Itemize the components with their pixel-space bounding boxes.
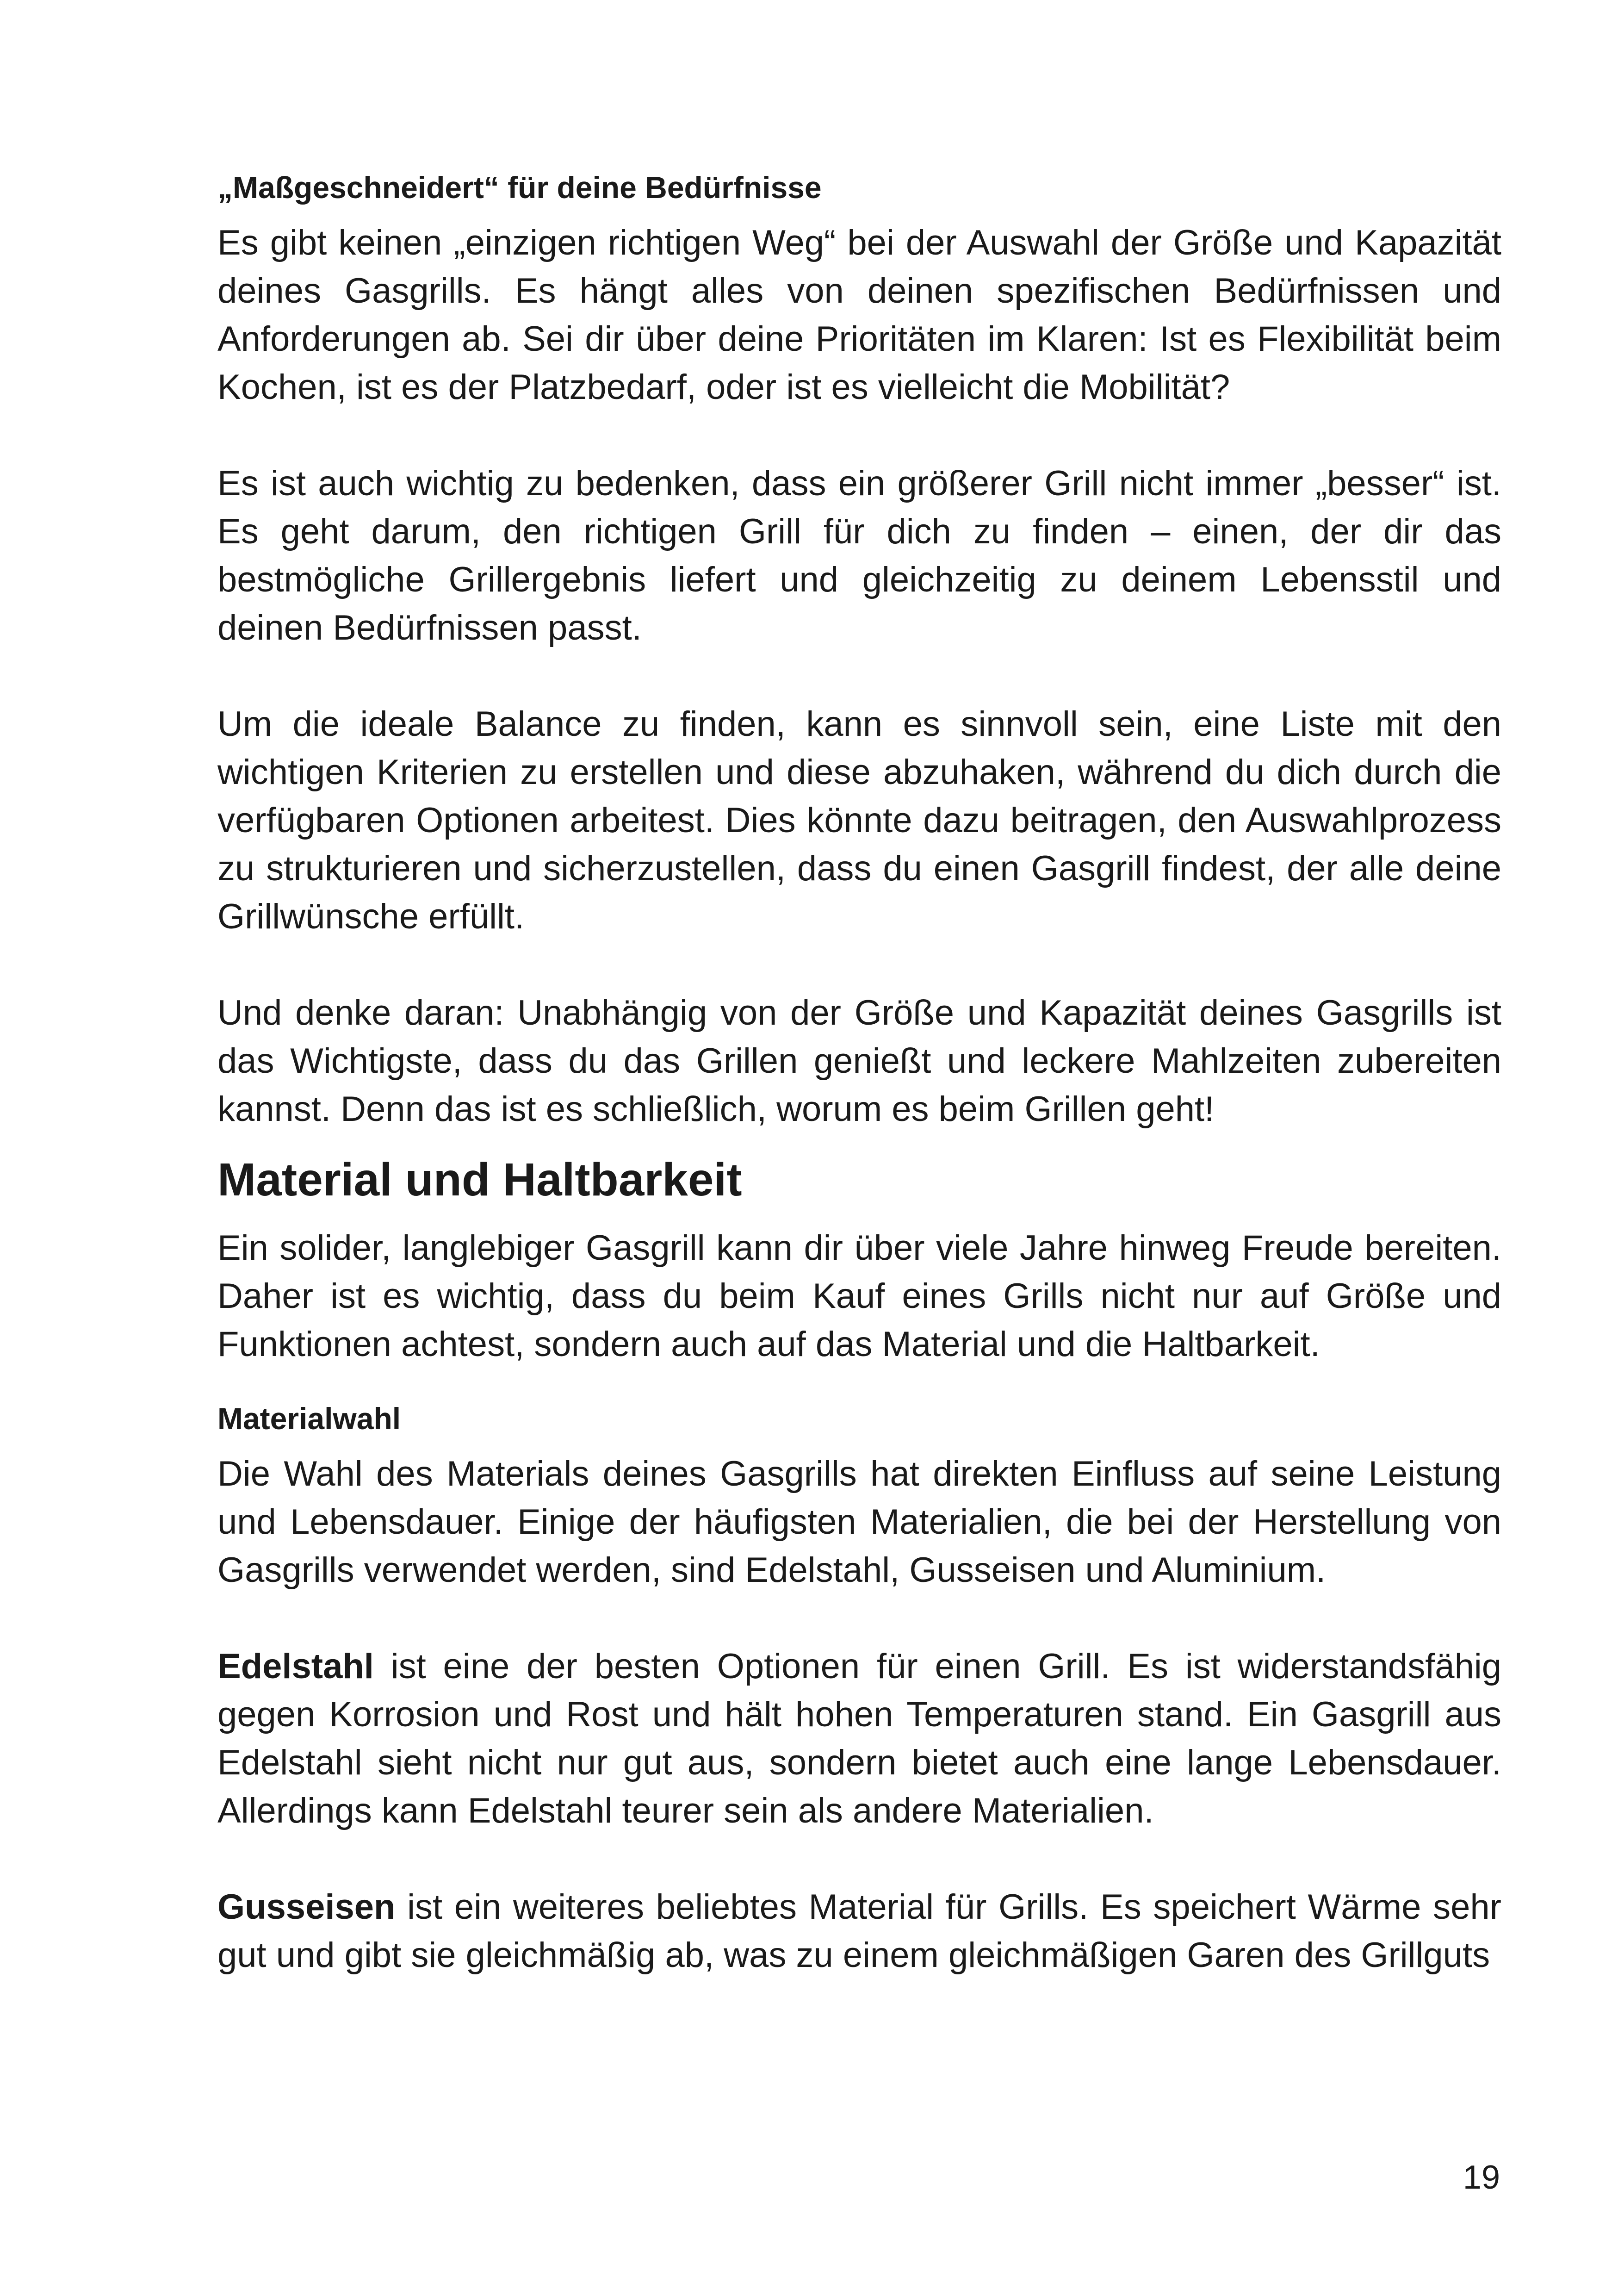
edelstahl-text: ist eine der besten Optionen für einen Grill. Es ist widerstandsfähig gegen Korrosion und Rost und hält hohen Temperaturen stand. Ein Gasgrill aus Edelstahl sieht nicht nur gut aus, sondern bietet auch eine lange Lebensdauer. Allerdings kann Edelstahl teurer sein als andere Materialien. xyxy=(217,1647,1501,1830)
section-title-material: Material und Haltbarkeit xyxy=(217,1154,742,1206)
paragraph-materials-intro: Die Wahl des Materials deines Gasgrills hat direkten Einfluss auf seine Leistung und Lebensdauer. Einige der häufigsten Materialien, die bei der Herstellung von Gasgrills verwendet werden, sind Edelstahl, Gusseisen und Aluminium. xyxy=(217,1454,1501,1590)
paragraph: Und denke daran: Unabhängig von der Größe und Kapazität deines Gasgrills ist das Wichtigste, dass du das Grillen genießt und leckere Mahlzeiten zubereiten kannst. Denn das ist es schließlich, worum es beim Grillen geht! xyxy=(217,993,1501,1129)
subheading-tailored: „Maßgeschneidert“ für deine Bedürfnisse xyxy=(217,170,822,205)
term-edelstahl: Edelstahl xyxy=(217,1647,374,1686)
paragraph-material-intro: Ein solider, langlebiger Gasgrill kann dir über viele Jahre hinweg Freude bereiten. Daher ist es wichtig, dass du beim Kauf eines Grills nicht nur auf Größe und Funktionen achtest, sondern auch auf das Material und die Haltbarkeit. xyxy=(217,1228,1501,1364)
paragraph: Um die ideale Balance zu finden, kann es sinnvoll sein, eine Liste mit den wichtigen Kriterien zu erstellen und diese abzuhaken, während du dich durch die verfügbaren Optionen arbeitest. Dies könnte dazu beitragen, den Auswahlprozess zu strukturieren und sicherzustellen, dass du einen Gasgrill findest, der alle deine Grillwünsche erfüllt. xyxy=(217,704,1501,936)
gusseisen-text: ist ein weiteres beliebtes Material für Grills. Es speichert Wärme sehr gut und gibt sie gleichmäßig ab, was zu einem gleichmäßigen Garen des Grillguts xyxy=(217,1887,1501,1975)
term-gusseisen: Gusseisen xyxy=(217,1887,396,1927)
paragraph: Es ist auch wichtig zu bedenken, dass ein größerer Grill nicht immer „besser“ ist. Es geht darum, den richtigen Grill für dich zu finden – einen, der dir das bestmögliche Grillergebnis liefert und gleichzeitig zu deinem Lebensstil und deinen Bedürfnissen passt. xyxy=(217,464,1501,647)
paragraph-gusseisen xyxy=(217,1883,1501,1979)
subheading-materialwahl: Materialwahl xyxy=(217,1401,401,1436)
page-number: 19 xyxy=(1463,2159,1500,2196)
paragraph: Es gibt keinen „einzigen richtigen Weg“ bei der Auswahl der Größe und Kapazität deines Gasgrills. Es hängt alles von deinen spezifischen Bedürfnissen und Anforderungen ab. Sei dir über deine Prioritäten im Klaren: Ist es Flexibilität beim Kochen, ist es der Platzbedarf, oder ist es vielleicht die Mobilität? xyxy=(217,223,1501,407)
page-content xyxy=(217,164,1501,1979)
paragraph-edelstahl xyxy=(217,1643,1501,1835)
